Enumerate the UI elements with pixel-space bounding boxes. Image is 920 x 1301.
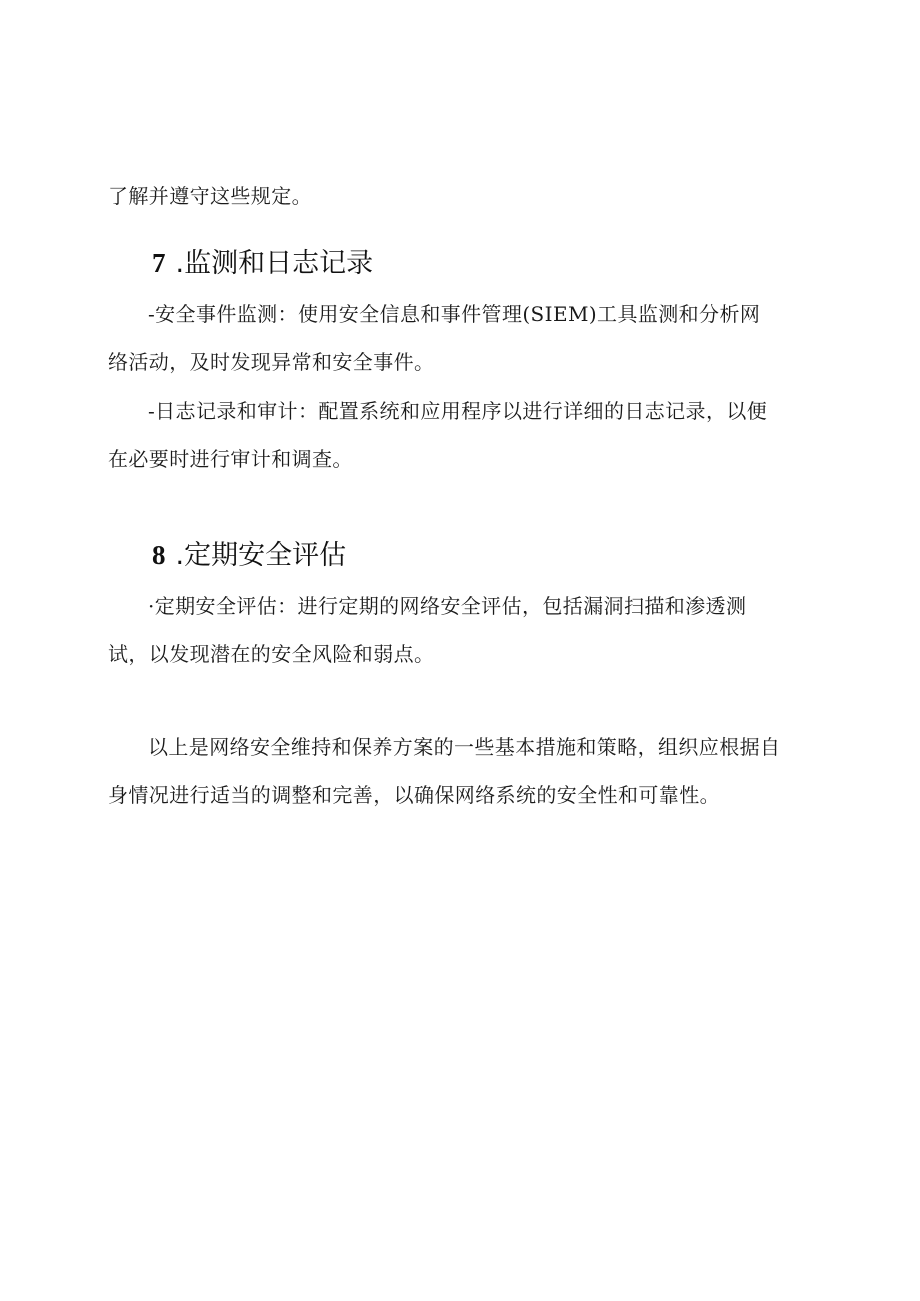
conclusion-line-2: 身情况进行适当的调整和完善，以确保网络系统的安全性和可靠性。 <box>108 783 720 807</box>
section-7-item-2-line-2: 在必要时进行审计和调查。 <box>108 447 353 471</box>
section-7-heading <box>152 247 373 280</box>
section-8-title: .定期安全评估 <box>175 540 347 571</box>
section-8-number: 8 <box>152 540 166 570</box>
section-8-item-1-line-2: 试，以发现潜在的安全风险和弱点。 <box>108 642 435 666</box>
section-8-heading <box>152 539 346 572</box>
paragraph-continuation: 了解并遵守这些规定。 <box>108 184 312 208</box>
section-7-number: 7 <box>152 248 166 278</box>
section-7-item-1-line-2: 络活动，及时发现异常和安全事件。 <box>108 350 435 374</box>
section-7-item-2-line-1: -日志记录和审计：配置系统和应用程序以进行详细的日志记录，以便 <box>148 399 768 423</box>
section-7-title: .监测和日志记录 <box>175 248 374 279</box>
conclusion-line-1: 以上是网络安全维持和保养方案的一些基本措施和策略，组织应根据自 <box>148 735 781 759</box>
section-8-item-1-line-1: ·定期安全评估：进行定期的网络安全评估，包括漏洞扫描和渗透测 <box>148 594 747 618</box>
section-7-item-1-line-1: -安全事件监测：使用安全信息和事件管理(SIEM)工具监测和分析网 <box>148 302 761 326</box>
